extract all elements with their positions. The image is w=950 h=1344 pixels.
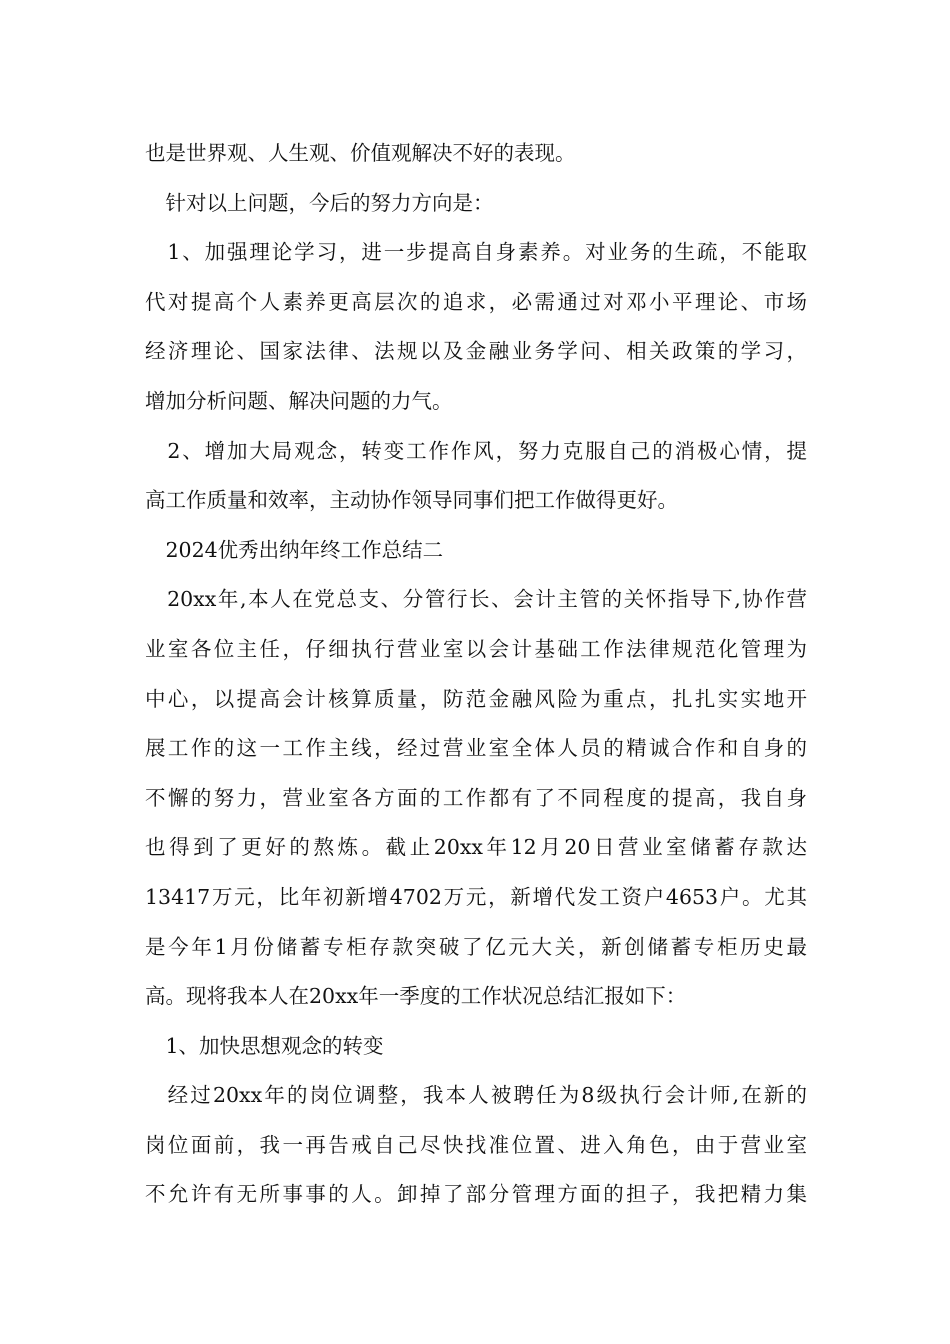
text-line: 不懈的努力，营业室各方面的工作都有了不同程度的提高，我自身 xyxy=(145,785,807,810)
text-line: 是今年1月份储蓄专柜存款突破了亿元大关，新创储蓄专柜历史最 xyxy=(145,934,807,959)
text-line: 经过20xx年的岗位调整，我本人被聘任为8级执行会计师,在新的 xyxy=(145,1083,807,1108)
document-body xyxy=(145,129,807,1220)
text-line: 1、加强理论学习，进一步提高自身素养。对业务的生疏，不能取 xyxy=(145,240,807,265)
text-line: 13417万元，比年初新增4702万元，新增代发工资户4653户。尤其 xyxy=(145,884,807,909)
text-line: 高。现将我本人在20xx年一季度的工作状况总结汇报如下： xyxy=(145,984,687,1009)
text-line: 针对以上问题，今后的努力方向是： xyxy=(145,190,494,215)
text-line: 经济理论、国家法律、法规以及金融业务学问、相关政策的学习， xyxy=(145,339,807,364)
text-line: 展工作的这一工作主线，经过营业室全体人员的精诚合作和自身的 xyxy=(145,736,807,761)
text-line: 中心，以提高会计核算质量，防范金融风险为重点，扎扎实实地开 xyxy=(145,686,807,711)
text-line: 岗位面前，我一再告戒自己尽快找准位置、进入角色，由于营业室 xyxy=(145,1132,807,1157)
subsection-heading: 1、加快思想观念的转变 xyxy=(145,1033,384,1058)
text-line: 高工作质量和效率，主动协作领导同事们把工作做得更好。 xyxy=(145,488,678,513)
text-line: 代对提高个人素养更高层次的追求，必需通过对邓小平理论、市场 xyxy=(145,289,807,314)
text-line: 业室各位主任，仔细执行营业室以会计基础工作法律规范化管理为 xyxy=(145,636,807,661)
text-line: 20xx年,本人在党总支、分管行长、会计主管的关怀指导下,协作营 xyxy=(145,587,807,612)
text-line: 2、增加大局观念，转变工作作风，努力克服自己的消极心情，提 xyxy=(145,438,807,463)
text-line: 也得到了更好的熬炼。截止20xx年12月20日营业室储蓄存款达 xyxy=(145,835,807,860)
text-line: 也是世界观、人生观、价值观解决不好的表现。 xyxy=(145,141,576,165)
text-line: 不允许有无所事事的人。卸掉了部分管理方面的担子，我把精力集 xyxy=(145,1182,807,1207)
text-line: 增加分析问题、解决问题的力气。 xyxy=(145,388,453,413)
section-heading: 2024优秀出纳年终工作总结二 xyxy=(145,537,444,562)
